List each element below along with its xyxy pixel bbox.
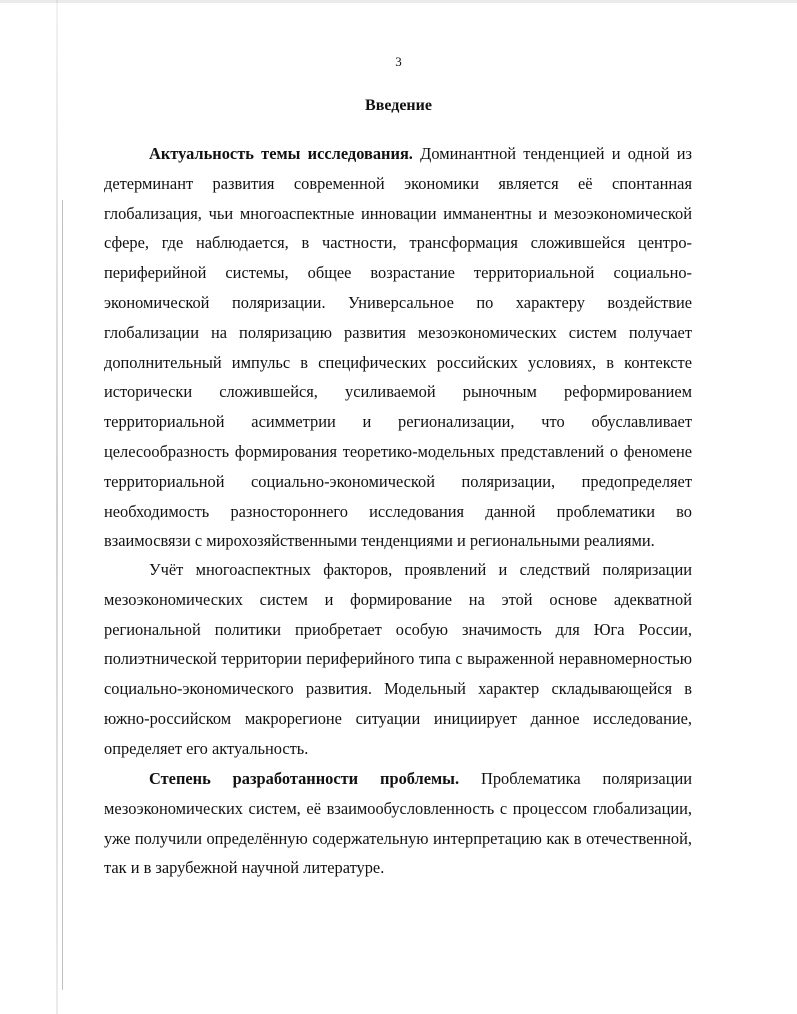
page-title: Введение [365,97,432,114]
paragraph-south-russia [104,555,692,764]
paragraph-heading: Степень разработанности проблемы. [149,769,460,788]
scan-top-edge [0,0,797,3]
paragraph-body: Доминантной тенденцией и одной из детерминант развития современной экономики является её спонтанная глобализация, чьи многоаспектные инновации имманентны и мезоэкономической сфере, где наблюдается, в частности, трансформация сложившейся центро-периферийной системы, общее возрастание территориальной социально-экономической поляризации. Универсальное по характеру воздействие глобализации на поляризацию развития мезоэкономических систем получает дополнительный импульс в специфических российских условиях, в контексте исторически сложившейся, усиливаемой рыночным реформированием территориальной асимметрии и регионализации, что обуславливает целесообразность формирования теоретико-модельных представлений о феномене территориальной социально-экономической поляризации, предопределяет необходимость разностороннего исследования данной проблематики во взаимосвязи с мирохозяйственными тенденциями и региональными реалиями. [104,144,693,551]
paragraph-degree-of-study [104,764,692,883]
scan-binding-edge [56,0,58,1014]
scan-binding-shadow [62,200,63,990]
paragraph-heading: Актуальность темы исследования. [149,144,413,163]
page-number: 3 [395,54,402,69]
paragraph-body: Учёт многоаспектных факторов, проявлений и следствий поляризации мезоэкономических систем и формирование на этой основе адекватной региональной политики приобретает особую значимость для Юга России, полиэтнической территории периферийного типа с выраженной неравномерностью социально-экономического развития. Модельный характер складывающейся в южно-российском макрорегионе ситуации инициирует данное исследование, определяет его актуальность. [104,560,692,758]
paragraph-relevance [104,139,692,556]
paragraph-body: Проблематика поляризации мезоэкономических систем, её взаимообусловленность с процессом глобализации, уже получили определённую содержательную интерпретацию как в отечественной, так и в зарубежной научной литературе. [104,769,693,878]
